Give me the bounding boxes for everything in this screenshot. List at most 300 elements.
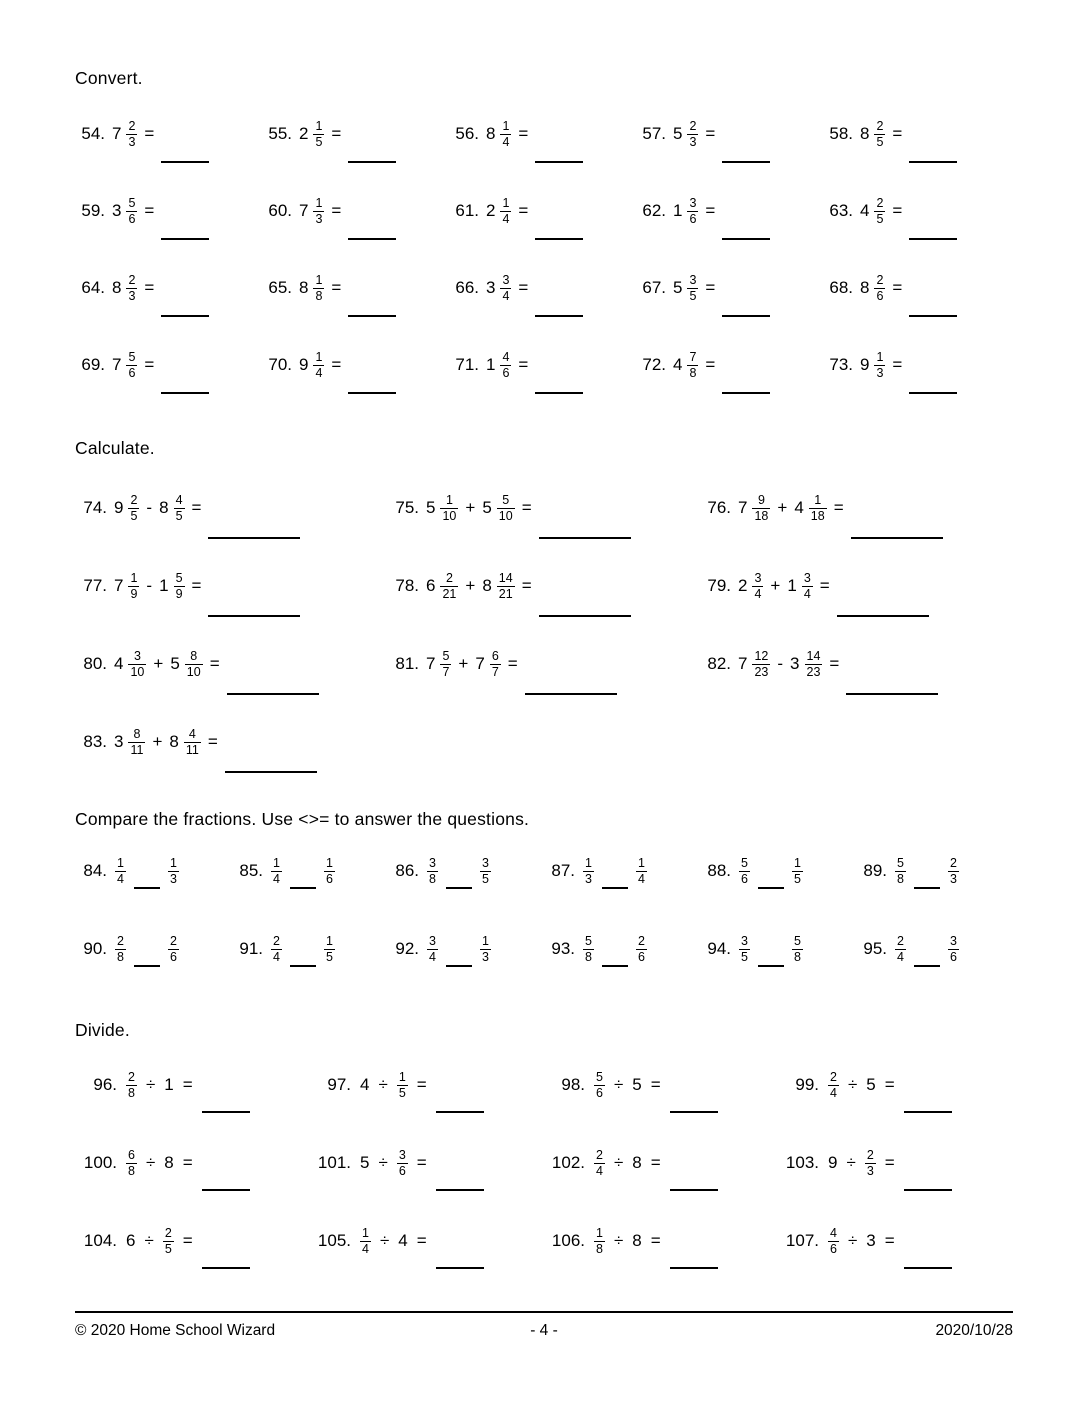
fraction-numerator: 1 <box>362 1226 369 1241</box>
answer-blank <box>846 693 938 695</box>
fraction <box>360 1226 371 1256</box>
fraction <box>324 856 335 886</box>
number-token <box>114 727 145 757</box>
fraction-denominator: 4 <box>117 871 124 886</box>
problem-number: 61. <box>455 201 479 220</box>
number-token <box>475 649 500 679</box>
fraction-denominator: 23 <box>754 664 769 679</box>
fraction <box>497 571 515 601</box>
convert-problem <box>262 259 449 317</box>
number-token <box>673 273 698 303</box>
equals-sign: = <box>416 1075 427 1094</box>
compare-problem <box>387 924 543 974</box>
divide-problem <box>777 1135 1011 1191</box>
fraction <box>271 856 282 886</box>
whole-number: 8 <box>632 1153 642 1172</box>
number-token <box>482 571 514 601</box>
fraction-denominator: 4 <box>803 586 811 601</box>
fraction <box>126 1070 137 1100</box>
calculate-heading: Calculate. <box>75 438 155 458</box>
fraction <box>126 273 137 303</box>
number-token <box>114 493 139 523</box>
answer-blank <box>535 392 583 394</box>
number-token <box>738 649 770 679</box>
fraction-denominator: 21 <box>442 586 457 601</box>
fraction-numerator: 1 <box>585 856 592 871</box>
problem-number: 85. <box>239 861 263 880</box>
calculate-problem <box>75 477 387 539</box>
equals-sign: = <box>209 654 220 673</box>
answer-blank <box>446 887 472 889</box>
problem-number: 64. <box>81 278 105 297</box>
fraction <box>828 1070 839 1100</box>
fraction-numerator: 2 <box>897 934 904 949</box>
fraction <box>594 1070 605 1100</box>
equals-sign: = <box>331 278 342 297</box>
fraction-numerator: 8 <box>190 649 198 664</box>
answer-blank <box>539 615 631 617</box>
fraction <box>115 856 126 886</box>
problem-number: 74. <box>83 498 107 517</box>
problem-number: 54. <box>81 124 105 143</box>
problem-row <box>75 182 1013 240</box>
fraction-denominator: 8 <box>585 949 592 964</box>
problem-number: 75. <box>395 498 419 517</box>
whole-number: 9 <box>299 355 309 374</box>
operator-sign: + <box>770 576 781 595</box>
divide-sign: ÷ <box>145 1153 156 1172</box>
number-token <box>948 934 959 964</box>
answer-blank <box>837 615 929 617</box>
calculate-problem <box>75 633 387 695</box>
divide-sign: ÷ <box>379 1231 390 1250</box>
fraction-numerator: 1 <box>315 196 323 211</box>
fraction-denominator: 3 <box>128 134 136 149</box>
fraction-numerator: 5 <box>502 493 510 508</box>
fraction <box>490 649 501 679</box>
number-token <box>895 856 906 886</box>
fraction-numerator: 3 <box>429 856 436 871</box>
fraction-denominator: 5 <box>689 288 697 303</box>
answer-blank <box>904 1189 952 1191</box>
fraction-denominator: 8 <box>429 871 436 886</box>
calculate-problem <box>75 555 387 617</box>
problem-row <box>75 555 1013 617</box>
fraction-denominator: 6 <box>596 1085 603 1100</box>
fraction <box>948 934 959 964</box>
divide-sign: ÷ <box>145 1075 156 1094</box>
number-token <box>486 350 511 380</box>
number-token <box>126 1070 137 1100</box>
number-token <box>169 727 200 757</box>
problem-number: 71. <box>455 355 479 374</box>
number-token <box>164 1075 173 1095</box>
fraction <box>324 934 335 964</box>
number-token <box>673 119 698 149</box>
convert-problem <box>636 336 823 394</box>
convert-problem <box>449 336 636 394</box>
fraction-numerator: 3 <box>754 571 762 586</box>
number-token <box>168 934 179 964</box>
divide-sign: ÷ <box>613 1231 624 1250</box>
fraction-numerator: 2 <box>876 196 884 211</box>
number-token <box>112 273 137 303</box>
answer-blank <box>722 238 770 240</box>
problem-number: 95. <box>863 939 887 958</box>
problem-number: 86. <box>395 861 419 880</box>
fraction-denominator: 4 <box>315 365 323 380</box>
convert-problem <box>449 182 636 240</box>
fraction <box>126 119 137 149</box>
convert-heading: Convert. <box>75 68 143 88</box>
fraction-numerator: 1 <box>273 856 280 871</box>
problem-number: 62. <box>642 201 666 220</box>
fraction-denominator: 5 <box>315 134 323 149</box>
fraction-numerator: 1 <box>315 119 323 134</box>
convert-problem <box>636 105 823 163</box>
answer-blank <box>722 392 770 394</box>
operator-sign: - <box>146 498 153 517</box>
compare-problem <box>75 846 231 896</box>
compare-problem <box>231 846 387 896</box>
number-token <box>738 493 770 523</box>
fraction <box>480 856 491 886</box>
fraction-numerator: 5 <box>741 856 748 871</box>
answer-blank <box>348 161 396 163</box>
answer-blank <box>436 1111 484 1113</box>
answer-blank <box>909 315 957 317</box>
equals-sign: = <box>705 355 716 374</box>
whole-number: 5 <box>673 124 683 143</box>
convert-problem <box>75 336 262 394</box>
problem-number: 97. <box>327 1075 351 1094</box>
section-compare <box>75 809 1013 974</box>
fraction <box>185 649 203 679</box>
fraction-numerator: 5 <box>175 571 183 586</box>
fraction <box>752 571 763 601</box>
whole-number: 8 <box>159 498 169 517</box>
problem-number: 84. <box>83 861 107 880</box>
answer-blank <box>161 161 209 163</box>
operator-sign: + <box>458 654 469 673</box>
divide-sign: ÷ <box>613 1153 624 1172</box>
divide-problem <box>75 1213 309 1269</box>
fraction <box>163 1226 174 1256</box>
number-token <box>398 1231 407 1251</box>
fraction-denominator: 6 <box>949 949 957 964</box>
fraction-numerator: 12 <box>754 649 769 664</box>
fraction <box>497 493 515 523</box>
number-token <box>271 856 282 886</box>
equals-sign: = <box>207 732 218 751</box>
fraction-denominator: 8 <box>897 871 904 886</box>
equals-sign: = <box>650 1231 661 1250</box>
answer-blank <box>208 615 300 617</box>
divide-problem <box>309 1135 543 1191</box>
equals-sign: = <box>833 498 844 517</box>
fraction <box>687 196 698 226</box>
number-token <box>860 273 885 303</box>
whole-number: 4 <box>360 1075 370 1094</box>
whole-number: 3 <box>866 1231 876 1250</box>
number-token <box>895 934 906 964</box>
compare-problem <box>699 924 855 974</box>
number-token <box>866 1075 875 1095</box>
fraction <box>313 119 324 149</box>
number-token <box>866 1231 875 1251</box>
number-token <box>787 571 812 601</box>
number-token <box>636 934 647 964</box>
number-token <box>170 649 202 679</box>
fraction-denominator: 3 <box>689 134 697 149</box>
answer-blank <box>909 392 957 394</box>
number-token <box>792 934 803 964</box>
fraction-denominator: 6 <box>830 1241 837 1256</box>
operator-sign: + <box>153 654 164 673</box>
section-calculate <box>75 438 1013 773</box>
fraction-denominator: 5 <box>876 134 884 149</box>
fraction-denominator: 4 <box>273 871 280 886</box>
fraction-denominator: 9 <box>130 586 138 601</box>
number-token <box>828 1226 839 1256</box>
footer-date: 2020/10/28 <box>935 1322 1014 1339</box>
problem-row <box>75 336 1013 394</box>
convert-problem <box>823 105 1010 163</box>
number-token <box>486 273 511 303</box>
fraction-numerator: 1 <box>315 273 323 288</box>
fraction <box>500 119 511 149</box>
number-token <box>397 1070 408 1100</box>
fraction-denominator: 6 <box>502 365 510 380</box>
fraction <box>500 196 511 226</box>
equals-sign: = <box>416 1153 427 1172</box>
divide-sign: ÷ <box>847 1231 858 1250</box>
fraction-numerator: 2 <box>876 273 884 288</box>
fraction <box>168 856 179 886</box>
fraction-numerator: 3 <box>502 273 510 288</box>
number-token <box>360 1226 371 1256</box>
fraction-denominator: 6 <box>741 871 748 886</box>
fraction-denominator: 3 <box>949 871 957 886</box>
fraction-denominator: 21 <box>498 586 513 601</box>
problem-number: 56. <box>455 124 479 143</box>
fraction-denominator: 6 <box>128 365 136 380</box>
answer-blank <box>602 887 628 889</box>
divide-problem <box>309 1213 543 1269</box>
whole-number: 2 <box>486 201 496 220</box>
number-token <box>860 350 885 380</box>
divide-problem-list <box>75 1057 1013 1269</box>
number-token <box>482 493 514 523</box>
fraction-denominator: 18 <box>810 508 825 523</box>
fraction-numerator: 2 <box>637 934 645 949</box>
fraction <box>128 727 145 757</box>
problem-number: 88. <box>707 861 731 880</box>
fraction-denominator: 8 <box>793 949 801 964</box>
whole-number: 4 <box>860 201 870 220</box>
fraction <box>313 273 324 303</box>
fraction-denominator: 7 <box>491 664 499 679</box>
fraction-numerator: 5 <box>585 934 592 949</box>
convert-problem <box>823 182 1010 240</box>
convert-problem <box>823 259 1010 317</box>
fraction-numerator: 2 <box>128 1070 135 1085</box>
fraction-denominator: 4 <box>502 288 510 303</box>
fraction-numerator: 3 <box>429 934 436 949</box>
compare-problem <box>855 846 1011 896</box>
fraction-numerator: 3 <box>398 1148 406 1163</box>
equals-sign: = <box>182 1153 193 1172</box>
number-token <box>828 1153 837 1173</box>
equals-sign: = <box>705 201 716 220</box>
fraction-denominator: 6 <box>689 211 697 226</box>
fraction-numerator: 3 <box>689 196 697 211</box>
section-convert <box>75 68 1013 394</box>
divide-sign: ÷ <box>378 1153 388 1172</box>
number-token <box>594 1148 605 1178</box>
fraction <box>874 196 885 226</box>
fraction-denominator: 3 <box>866 1163 874 1178</box>
number-token <box>828 1070 839 1100</box>
equals-sign: = <box>518 124 529 143</box>
fraction-numerator: 7 <box>689 350 697 365</box>
convert-problem <box>75 182 262 240</box>
number-token <box>594 1070 605 1100</box>
fraction-numerator: 2 <box>949 856 957 871</box>
number-token <box>112 119 137 149</box>
equals-sign: = <box>892 278 903 297</box>
whole-number: 1 <box>486 355 496 374</box>
problem-row <box>75 1135 1013 1191</box>
whole-number: 7 <box>426 654 436 673</box>
number-token <box>299 273 324 303</box>
equals-sign: = <box>331 355 342 374</box>
equals-sign: = <box>518 355 529 374</box>
operator-sign: + <box>777 498 788 517</box>
whole-number: 1 <box>673 201 683 220</box>
fraction-numerator: 1 <box>445 493 453 508</box>
fraction <box>636 934 647 964</box>
whole-number: 8 <box>169 732 179 751</box>
whole-number: 3 <box>486 278 496 297</box>
problem-number: 73. <box>829 355 853 374</box>
answer-blank <box>722 161 770 163</box>
fraction-numerator: 3 <box>803 571 811 586</box>
compare-heading: Compare the fractions. Use <>= to answer the questions. <box>75 809 530 829</box>
fraction-denominator: 9 <box>175 586 183 601</box>
footer-copyright: © 2020 Home School Wizard <box>75 1322 276 1339</box>
fraction-denominator: 8 <box>117 949 124 964</box>
fraction-numerator: 1 <box>793 856 801 871</box>
whole-number: 9 <box>860 355 870 374</box>
problem-number: 55. <box>268 124 292 143</box>
answer-blank <box>202 1111 250 1113</box>
whole-number: 7 <box>112 355 122 374</box>
fraction <box>168 934 179 964</box>
whole-number: 5 <box>426 498 436 517</box>
answer-blank <box>225 771 317 773</box>
problem-number: 66. <box>455 278 479 297</box>
number-token <box>860 119 885 149</box>
fraction-numerator: 3 <box>741 934 748 949</box>
fraction-numerator: 4 <box>188 727 196 742</box>
fraction <box>427 856 438 886</box>
whole-number: 5 <box>632 1075 642 1094</box>
equals-sign: = <box>884 1075 895 1094</box>
fraction-numerator: 9 <box>757 493 765 508</box>
fraction <box>802 571 813 601</box>
fraction-numerator: 4 <box>830 1226 837 1241</box>
fraction-denominator: 3 <box>128 288 136 303</box>
problem-number: 58. <box>829 124 853 143</box>
fraction-numerator: 1 <box>169 856 177 871</box>
fraction-denominator: 3 <box>481 949 489 964</box>
fraction-denominator: 6 <box>128 211 136 226</box>
fraction-denominator: 3 <box>876 365 884 380</box>
equals-sign: = <box>892 201 903 220</box>
fraction <box>313 196 324 226</box>
divide-problem <box>777 1057 1011 1113</box>
compare-problem <box>75 924 231 974</box>
equals-sign: = <box>650 1153 661 1172</box>
whole-number: 4 <box>794 498 804 517</box>
fraction-denominator: 4 <box>502 211 510 226</box>
fraction <box>397 1070 408 1100</box>
whole-number: 5 <box>360 1153 370 1172</box>
equals-sign: = <box>705 278 716 297</box>
number-token <box>360 1075 369 1095</box>
fraction-numerator: 14 <box>498 571 513 586</box>
operator-sign: + <box>465 576 476 595</box>
equals-sign: = <box>331 201 342 220</box>
problem-number: 91. <box>239 939 263 958</box>
problem-row <box>75 259 1013 317</box>
fraction-numerator: 1 <box>325 856 333 871</box>
fraction <box>500 273 511 303</box>
problem-number: 78. <box>395 576 419 595</box>
answer-blank <box>535 161 583 163</box>
compare-problem-list <box>75 846 1013 974</box>
fraction-denominator: 3 <box>169 871 177 886</box>
divide-problem <box>309 1057 543 1113</box>
problem-row <box>75 105 1013 163</box>
whole-number: 4 <box>673 355 683 374</box>
problem-number: 96. <box>93 1075 117 1094</box>
fraction-numerator: 1 <box>481 934 489 949</box>
number-token <box>794 493 826 523</box>
fraction <box>427 934 438 964</box>
problem-number: 101. <box>317 1153 351 1172</box>
fraction <box>128 649 146 679</box>
fraction <box>805 649 823 679</box>
equals-sign: = <box>191 576 202 595</box>
whole-number: 7 <box>299 201 309 220</box>
divide-problem <box>75 1135 309 1191</box>
fraction-numerator: 1 <box>502 119 510 134</box>
fraction-denominator: 3 <box>585 871 592 886</box>
equals-sign: = <box>518 201 529 220</box>
fraction-denominator: 8 <box>128 1085 135 1100</box>
convert-problem <box>262 105 449 163</box>
answer-blank <box>758 965 784 967</box>
whole-number: 7 <box>114 576 124 595</box>
fraction-numerator: 2 <box>830 1070 837 1085</box>
equals-sign: = <box>507 654 518 673</box>
number-token <box>427 934 438 964</box>
problem-number: 82. <box>707 654 731 673</box>
fraction-numerator: 1 <box>325 934 333 949</box>
divide-sign: ÷ <box>378 1075 388 1094</box>
